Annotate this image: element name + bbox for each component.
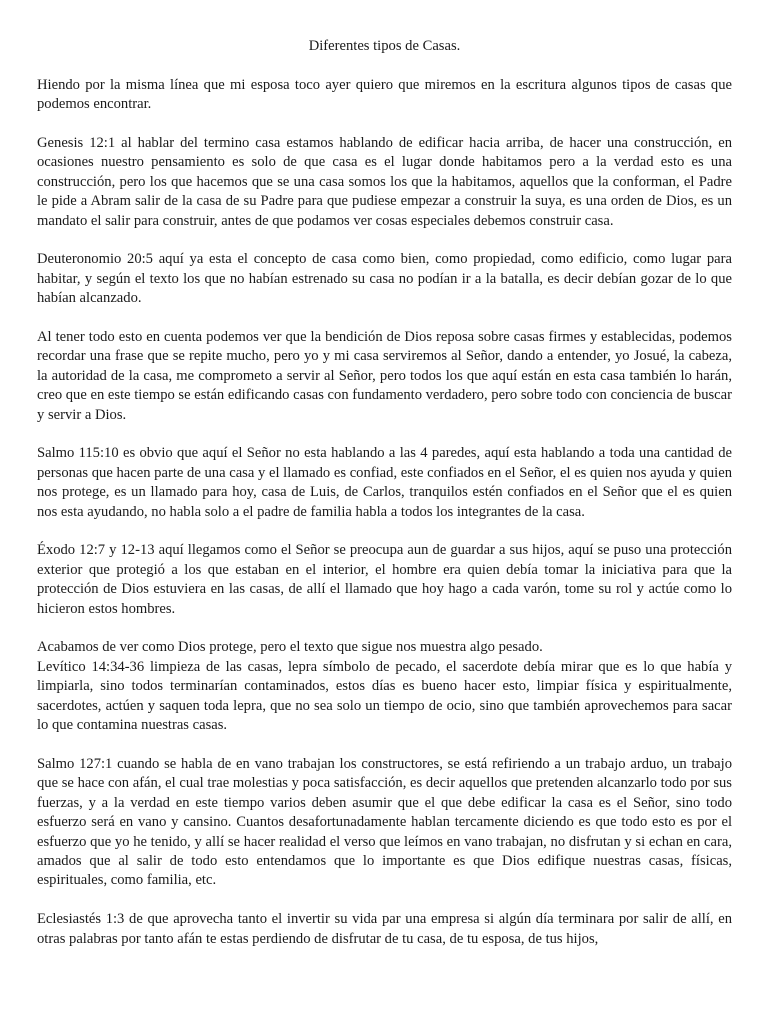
paragraph-genesis: Genesis 12:1 al hablar del termino casa estamos hablando de edificar hacia arriba, de hacer una construcción, en ocasiones nuestro pensamiento es solo de que casa es el lugar donde habitamos pero a la verdad esto es una construcción, pero los que hacemos que se una casa somos los que la habitamos, aquellos que la conforman, el Padre le pide a Abram salir de la casa de su Padre para que pudiese empezar a construir la suya, es una orden de Dios, es un mandato el salir para construir, antes de que podamos ver cosas especiales debemos construir casa. (37, 135, 732, 229)
paragraph-levitico: Levítico 14:34-36 limpieza de las casas, lepra símbolo de pecado, el sacerdote debía mirar que es lo que había y limpiarla, sino todos terminarían contaminados, estos días es bueno hacer esto, limpiar física y espiritualmente, sacerdotes, actúen y saquen toda lepra, que no sea solo un tiempo de ocio, sino que también aprovechemos para sacar lo que contamina nuestras casas. (37, 658, 732, 734)
paragraph-exodo: Éxodo 12:7 y 12-13 aquí llegamos como el Señor se preocupa aun de guardar a sus hijos, aquí se puso una protección exterior que protegió a los que estaban en el interior, el hombre era quien debía tomar la iniciativa para que la protección de Dios estuviera en las casas, de allí el llamado que hoy hago a cada varón, tome su rol y actúe como lo hicieron estos hombres. (37, 542, 732, 617)
paragraph-salmo-127: Salmo 127:1 cuando se habla de en vano trabajan los constructores, se está refiriendo a un trabajo arduo, un trabajo que se hace con afán, el cual trae molestias y poca satisfacción, es decir aquellos que pretenden alcanzarlo todo por sus fuerzas, y a la verdad en este tiempo varios deben asumir que el que debe edificar la casa es el Señor, sino todo esfuerzo será en vano y cansino. Cuantos desafortunadamente hablan tercamente diciendo es que todo esto es por el esfuerzo que yo he tenido, y allí se hacer realidad el verso que leímos en vano trabajan, no disfrutan y si echan en cara, amados que al salir de todo esto entendamos que lo importante es que Dios edifique nuestras casas, físicas, espirituales, como familia, etc. (37, 755, 732, 889)
paragraph-intro: Hiendo por la misma línea que mi esposa toco ayer quiero que miremos en la escritura algunos tipos de casas que podemos encontrar. (37, 76, 732, 113)
paragraph-acabamos: Acabamos de ver como Dios protege, pero el texto que sigue nos muestra algo pesado. (37, 639, 543, 656)
paragraph-eclesiastes: Eclesiastés 1:3 de que aprovecha tanto el invertir su vida par una empresa si algún día terminara por salir de allí, en otras palabras por tanto afán te estas perdiendo de disfrutar de tu casa, de tu esposa, de tus hijos, (37, 911, 732, 947)
document-body (37, 37, 732, 968)
paragraph-salmo-115: Salmo 115:10 es obvio que aquí el Señor no esta hablando a las 4 paredes, aquí esta hablando a toda una cantidad de personas que hacen parte de una casa y el llamado es confiad, este confiados en el Señor, el es quien nos ayuda y quien nos protege, es un llamado para hoy, casa de Luis, de Carlos, tranquilos estén confiados en el Señor que el es quien nos esta ayudando, no habla solo a el padre de familia habla a todos los integrantes de la casa. (37, 445, 732, 520)
document-title: Diferentes tipos de Casas. (308, 38, 461, 54)
paragraph-bendicion: Al tener todo esto en cuenta podemos ver que la bendición de Dios reposa sobre casas firmes y establecidas, podemos recordar una frase que se repite mucho, pero yo y mi casa serviremos al Señor, dando a entender, yo Josué, la cabeza, la autoridad de la casa, me comprometo a servir al Señor, pero todos los que aquí están en esta casa también lo harán, creo que en este tiempo se están edificando casas con fundamento verdadero, pero sobre todo con conciencia de buscar y servir a Dios. (37, 329, 732, 423)
paragraph-deuteronomio: Deuteronomio 20:5 aquí ya esta el concepto de casa como bien, como propiedad, como edificio, como lugar para habitar, y según el texto los que no habían estrenado su casa no podían ir a la batalla, es decir debían gozar de lo que habían alcanzado. (37, 251, 732, 307)
